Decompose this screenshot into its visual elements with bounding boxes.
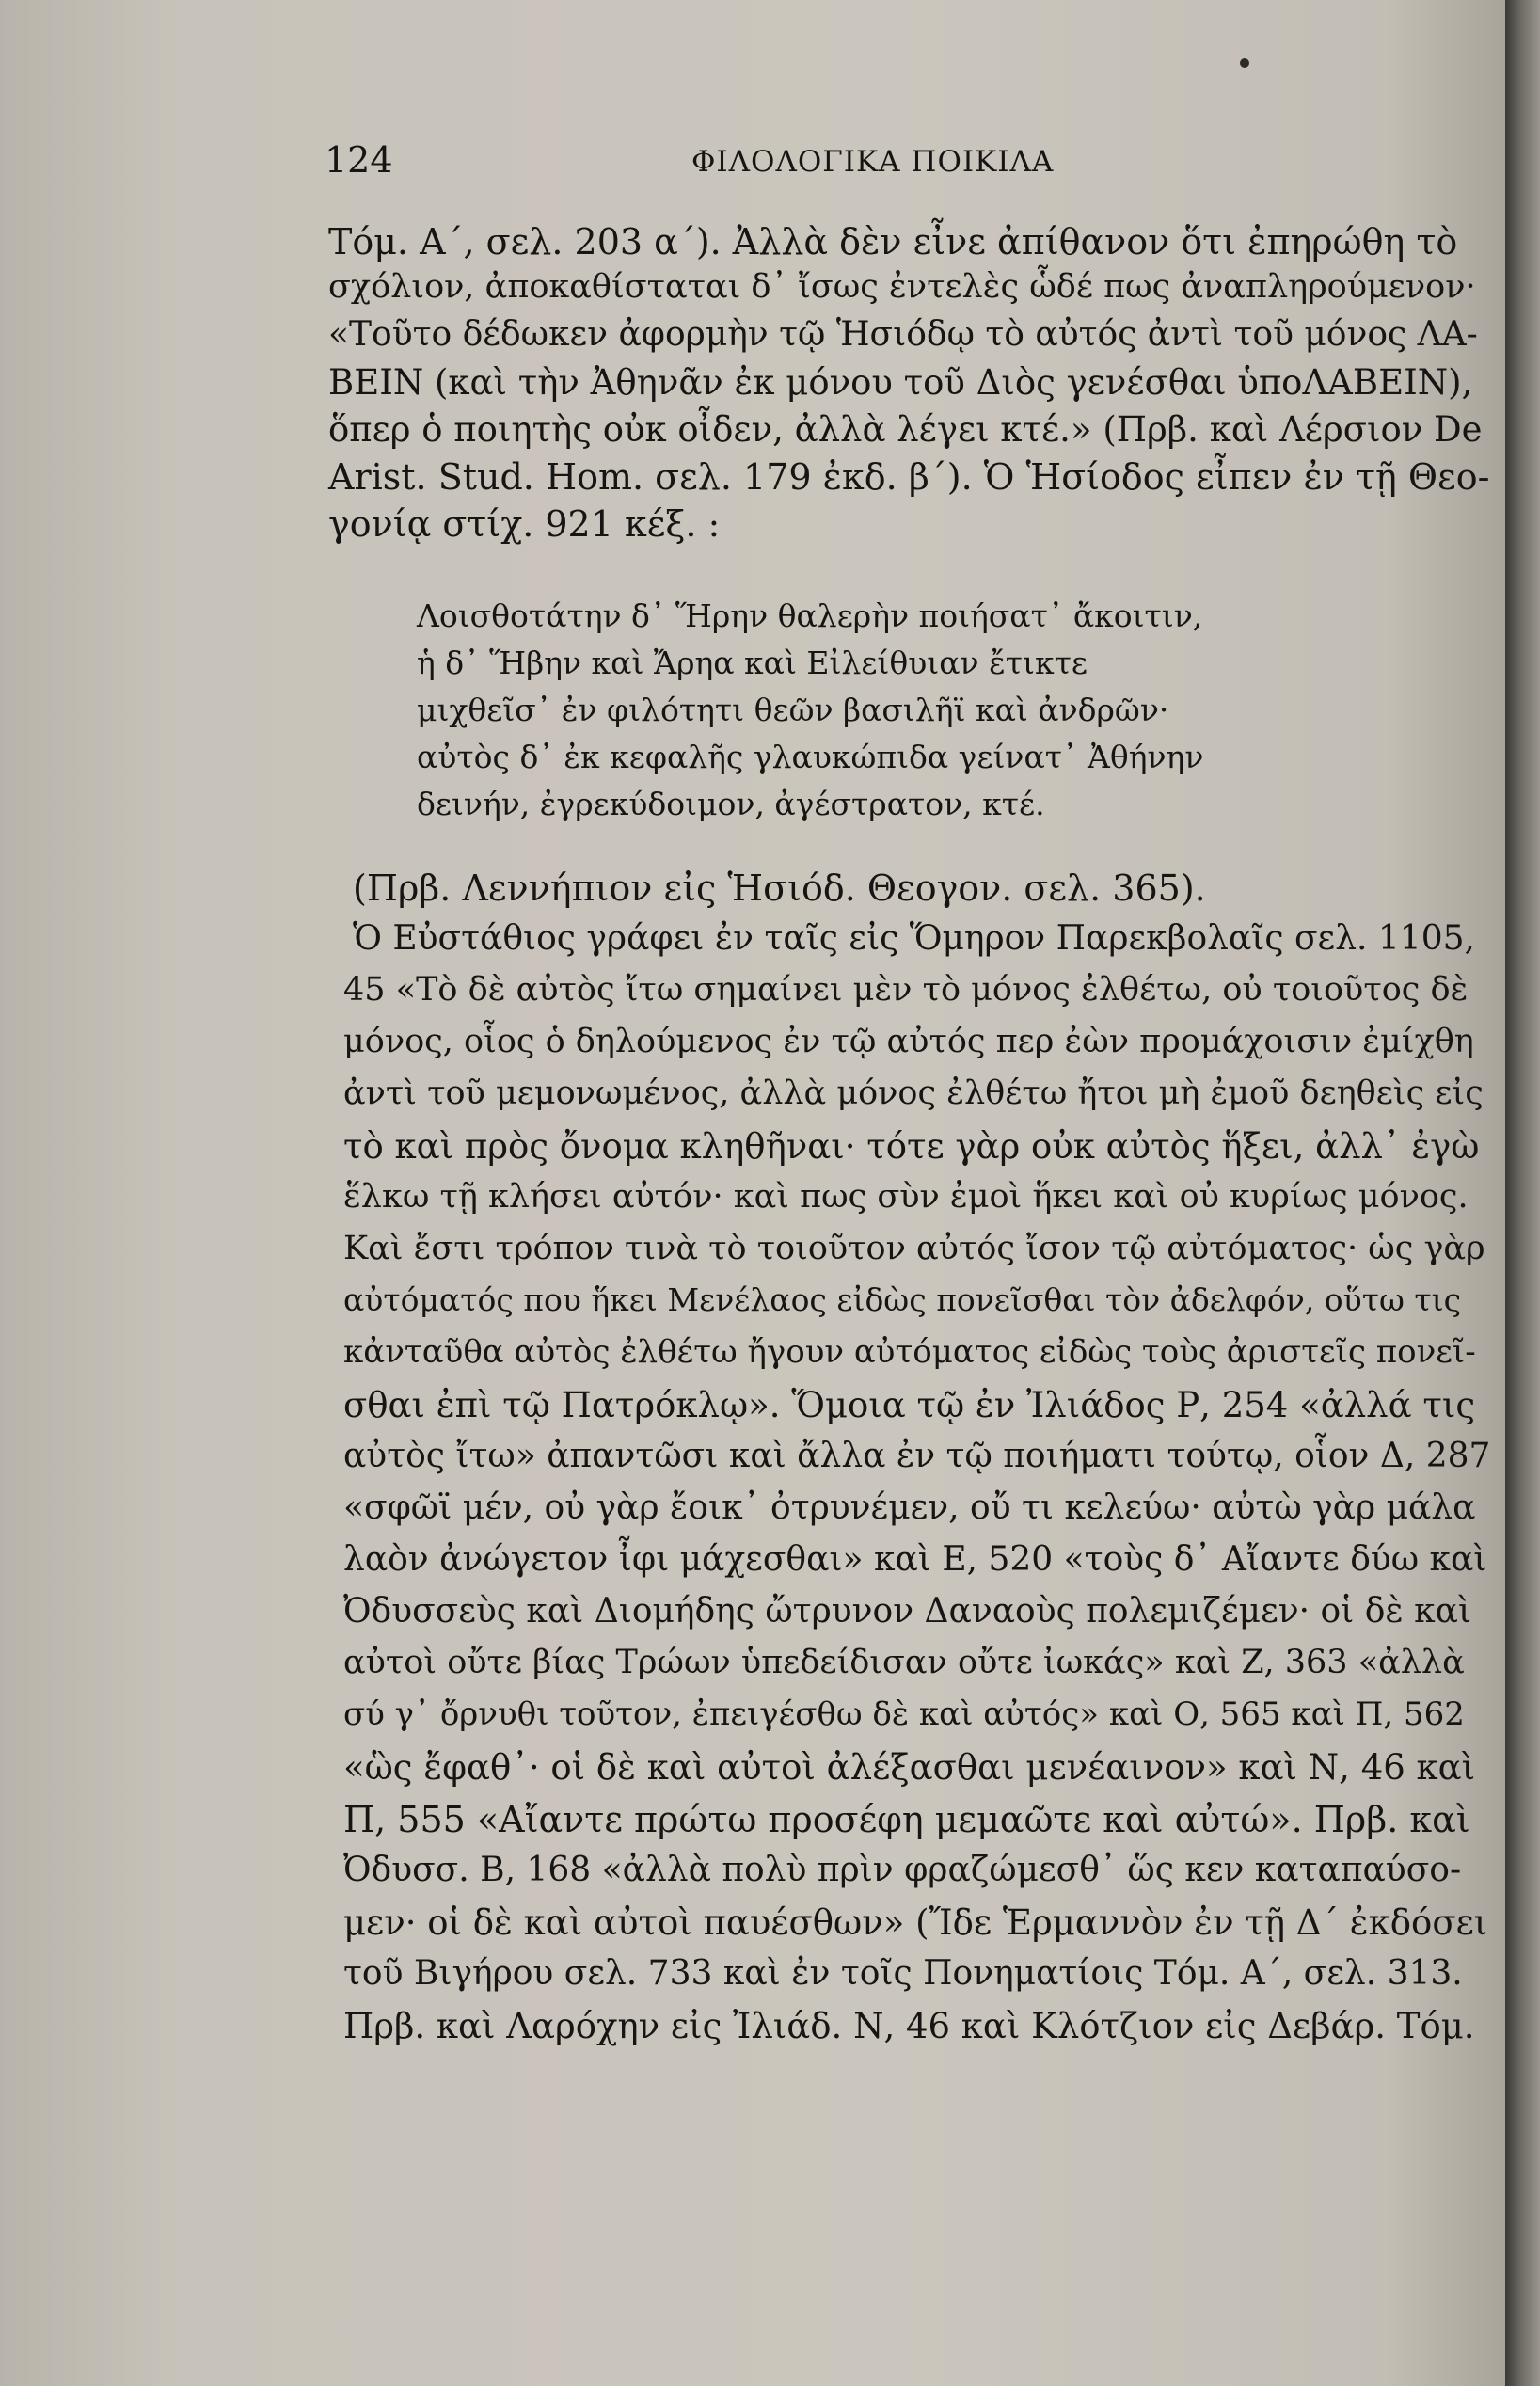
text-line: 45 «Τὸ δὲ αὐτὸς ἴτω σημαίνει μὲν τὸ μόνος ἐλθέτω, οὐ τοιοῦτος δὲ (343, 971, 1469, 1009)
text-line: μόνος, οἷος ὁ δηλούμενος ἐν τῷ αὐτός περ ἐὼν προμάχοισιν ἐμίχθη (343, 1023, 1474, 1060)
text-line: (Πρβ. Λεννήπιον εἰς Ἡσιόδ. Θεογον. σελ. 365). (353, 867, 1206, 909)
text-line: τὸ καὶ πρὸς ὄνομα κληθῆναι· τότε γὰρ οὐκ αὐτὸς ἥξει, ἀλλ᾿ ἐγὼ (343, 1126, 1480, 1167)
text-line: σχόλιον, ἀποκαθίσταται δ᾿ ἴσως ἐντελὲς ὧδέ πως ἀναπληρούμενον· (328, 268, 1476, 306)
text-line: σθαι ἐπὶ τῷ Πατρόκλῳ». Ὅμοια τῷ ἐν Ἰλιάδος Ρ, 254 «ἀλλά τις (343, 1385, 1476, 1425)
verse-line: Λοισθοτάτην δ᾿ Ἥρην θαλερὴν ποιήσατ᾿ ἄκοιτιν, (417, 597, 1203, 634)
text-line: λαὸν ἀνώγετον ἶφι μάχεσθαι» καὶ Ε, 520 «τοὺς δ᾿ Αἴαντε δύω καὶ (343, 1540, 1487, 1579)
text-line: Ὁ Εὐστάθιος γράφει ἐν ταῖς εἰς Ὅμηρον Παρεκβολαῖς σελ. 1105, (353, 919, 1475, 958)
text-line: κἀνταῦθα αὐτὸς ἐλθέτω ἤγουν αὐτόματος εἰδὼς τοὺς ἀριστεῖς πονεῖ- (343, 1333, 1476, 1371)
verse-line: αὐτὸς δ᾿ ἐκ κεφαλῆς γλαυκώπιδα γείνατ᾿ Ἀθήνην (417, 739, 1204, 775)
page-header (325, 139, 1171, 196)
page-edge-shadow (1505, 0, 1540, 2386)
verse-line: μιχθεῖσ᾿ ἐν φιλότητι θεῶν βασιλῆϊ καὶ ἀνδρῶν· (417, 692, 1169, 728)
ink-speck (1240, 58, 1249, 68)
running-title: ΦΙΛΟΛΟΓΙΚΑ ΠΟΙΚΙΛΑ (691, 145, 1055, 179)
text-line: σύ γ᾿ ὄρνυθι τοῦτον, ἐπειγέσθω δὲ καὶ αὐτός» καὶ Ο, 565 καὶ Π, 562 (343, 1695, 1465, 1733)
text-line: Πρβ. καὶ Λαρόχην εἰς Ἰλιάδ. Ν, 46 καὶ Κλότζιον εἰς Δεβάρ. Τόμ. (343, 2006, 1475, 2046)
text-line: ὅπερ ὁ ποιητὴς οὐκ οἶδεν, ἀλλὰ λέγει κτέ.» (Πρβ. καὶ Λέρσιον De (328, 409, 1483, 450)
verse-line: ἡ δ᾿ Ἥβην καὶ Ἄρηα καὶ Εἰλείθυιαν ἔτικτε (417, 644, 1088, 681)
text-line: Ὀδυσσεὺς καὶ Διομήδης ὤτρυνον Δαναοὺς πολεμιζέμεν· οἱ δὲ καὶ (343, 1592, 1472, 1630)
text-line: αὐτόματός που ἥκει Μενέλαος εἰδὼς πονεῖσθαι τὸν ἀδελφόν, οὕτω τις (343, 1281, 1462, 1318)
text-line: Π, 555 «Αἴαντε πρώτω προσέφη μεμαῶτε καὶ αὐτώ». Πρβ. καὶ (343, 1799, 1470, 1840)
text-line: αὐτοὶ οὔτε βίας Τρώων ὑπεδείδισαν οὔτε ἰωκάς» καὶ Ζ, 363 «ἀλλὰ (343, 1644, 1465, 1681)
text-line: γονίᾳ στίχ. 921 κέξ. : (328, 503, 721, 545)
verse-line: δεινήν, ἐγρεκύδοιμον, ἀγέστρατον, κτέ. (417, 786, 1045, 822)
text-line: τοῦ Βιγήρου σελ. 733 καὶ ἐν τοῖς Πονηματίοις Τόμ. Α΄, σελ. 313. (343, 1954, 1463, 1993)
text-line: Arist. Stud. Hom. σελ. 179 ἐκδ. β΄). Ὁ Ἡσίοδος εἶπεν ἐν τῇ Θεο- (328, 456, 1490, 498)
text-line: Τόμ. Α΄, σελ. 203 α΄). Ἀλλὰ δὲν εἶνε ἀπίθανον ὅτι ἐπηρώθη τὸ (328, 221, 1458, 262)
text-line: «ὣς ἔφαθ᾿· οἱ δὲ καὶ αὐτοὶ ἀλέξασθαι μενέαινον» καὶ Ν, 46 καὶ (343, 1747, 1476, 1788)
text-line: ἕλκω τῇ κλήσει αὐτόν· καὶ πως σὺν ἐμοὶ ἥκει καὶ οὐ κυρίως μόνος. (343, 1178, 1469, 1216)
text-line: «Τοῦτο δέδωκεν ἀφορμὴν τῷ Ἡσιόδῳ τὸ αὐτός ἀντὶ τοῦ μόνος ΛΑ- (328, 315, 1478, 354)
text-line: μεν· οἱ δὲ καὶ αὐτοὶ παυέσθων» (Ἴδε Ἑρμαννὸν ἐν τῇ Δ΄ ἐκδόσει (343, 1902, 1488, 1943)
text-line: Ὀδυσσ. Β, 168 «ἀλλὰ πολὺ πρὶν φραζώμεσθ᾿ ὥς κεν καταπαύσο- (343, 1851, 1462, 1889)
text-line: ΒΕΙΝ (καὶ τὴν Ἀθηνᾶν ἐκ μόνου τοῦ Διὸς γενέσθαι ὑποΛΑΒΕΙΝ), (328, 362, 1473, 403)
page-number: 124 (325, 139, 393, 181)
text-line: αὐτὸς ἴτω» ἀπαντῶσι καὶ ἄλλα ἐν τῷ ποιήματι τούτῳ, οἷον Δ, 287 (343, 1437, 1491, 1475)
text-line: Καὶ ἔστι τρόπον τινὰ τὸ τοιοῦτον αὐτός ἴσον τῷ αὐτόματος· ὡς γὰρ (343, 1230, 1485, 1267)
text-line: ἀντὶ τοῦ μεμονωμένος, ἀλλὰ μόνος ἐλθέτω ἤτοι μὴ ἐμοῦ δεηθεὶς εἰς (343, 1074, 1484, 1112)
text-line: «σφῶϊ μέν, οὐ γὰρ ἔοικ᾿ ὀτρυνέμεν, οὔ τι κελεύω· αὐτὼ γὰρ μάλα (343, 1488, 1476, 1527)
